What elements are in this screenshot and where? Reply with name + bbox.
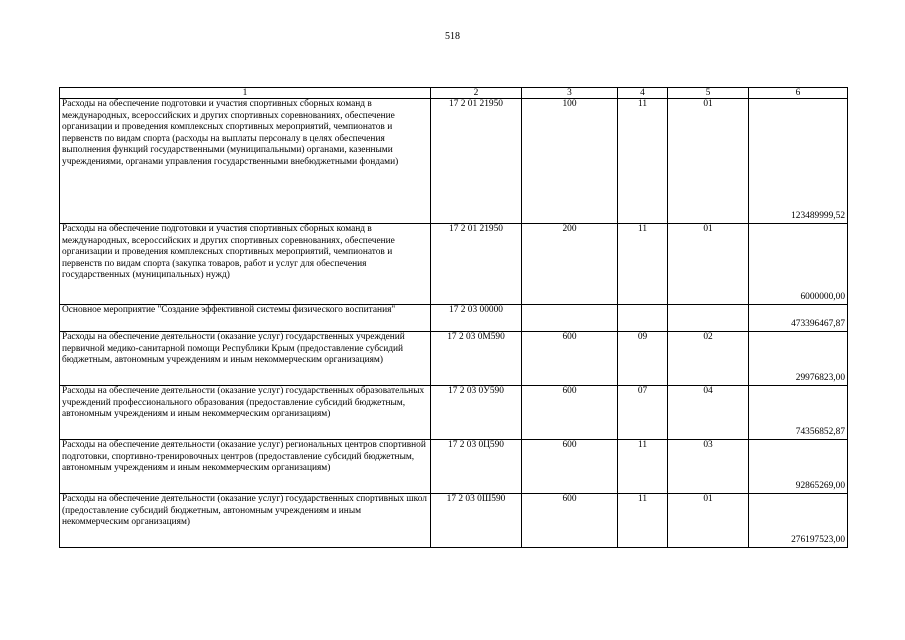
row-section: 11 <box>618 440 668 494</box>
row-description: Расходы на обеспечение подготовки и участия спортивных сборных команд в международных, всероссийских и других спортивных соревнованиях, обеспечение организации и проведения комплексных спортивных мероприятий, чемпионатов и первенств по видам спорта (закупка товаров, работ и услуг для обеспечения государственных (муниципальных) нужд) <box>60 224 431 305</box>
row-amount: 92865269,00 <box>749 440 848 494</box>
row-code: 17 2 03 0Ц590 <box>431 440 522 494</box>
table-row <box>60 494 848 548</box>
table-row <box>60 305 848 332</box>
row-description: Расходы на обеспечение деятельности (оказание услуг) государственных спортивных школ (предоставление субсидий бюджетным, автономным учреждениям и иным некоммерческим организациям) <box>60 494 431 548</box>
row-amount: 29976823,00 <box>749 332 848 386</box>
row-section: 07 <box>618 386 668 440</box>
row-code: 17 2 03 0Ш590 <box>431 494 522 548</box>
table-row <box>60 440 848 494</box>
row-amount: 74356852,87 <box>749 386 848 440</box>
row-code: 17 2 01 21950 <box>431 99 522 224</box>
row-description: Расходы на обеспечение подготовки и участия спортивных сборных команд в международных, всероссийских и других спортивных соревнованиях, обеспечение организации и проведения комплексных спортивных мероприятий, чемпионатов и первенств по видам спорта (расходы на выплаты персоналу в целях обеспечения выполнения функций государственными (муниципальными) органами, казенными учреждениями, органами управления государственными внебюджетными фондами) <box>60 99 431 224</box>
row-code: 17 2 01 21950 <box>431 224 522 305</box>
row-code: 17 2 03 0У590 <box>431 386 522 440</box>
column-header-1: 1 <box>60 88 431 99</box>
row-amount: 276197523,00 <box>749 494 848 548</box>
table-row <box>60 224 848 305</box>
row-amount: 123489999,52 <box>749 99 848 224</box>
row-description: Расходы на обеспечение деятельности (оказание услуг) государственных образовательных учреждений профессионального образования (предоставление субсидий бюджетным, автономным учреждениям и иным некоммерческим организациям) <box>60 386 431 440</box>
row-kind: 600 <box>522 494 618 548</box>
row-description: Основное мероприятие "Создание эффективной системы физического воспитания" <box>60 305 431 332</box>
row-subsection: 01 <box>668 99 749 224</box>
row-kind: 600 <box>522 386 618 440</box>
header-row <box>60 88 848 99</box>
column-header-2: 2 <box>431 88 522 99</box>
row-subsection: 03 <box>668 440 749 494</box>
row-subsection: 01 <box>668 494 749 548</box>
column-header-3: 3 <box>522 88 618 99</box>
row-code: 17 2 03 00000 <box>431 305 522 332</box>
column-header-6: 6 <box>749 88 848 99</box>
row-kind: 600 <box>522 440 618 494</box>
row-kind: 600 <box>522 332 618 386</box>
row-amount: 6000000,00 <box>749 224 848 305</box>
row-description: Расходы на обеспечение деятельности (оказание услуг) региональных центров спортивной подготовки, спортивно-тренировочных центров (предоставление субсидий бюджетным, автономным учреждениям и иным некоммерческим организациям) <box>60 440 431 494</box>
row-subsection: 01 <box>668 224 749 305</box>
page-number: 518 <box>445 31 460 42</box>
row-section: 09 <box>618 332 668 386</box>
row-section <box>618 305 668 332</box>
budget-table <box>59 87 848 548</box>
table-row <box>60 332 848 386</box>
column-header-4: 4 <box>618 88 668 99</box>
row-code: 17 2 03 0М590 <box>431 332 522 386</box>
row-section: 11 <box>618 99 668 224</box>
row-section: 11 <box>618 224 668 305</box>
row-subsection: 04 <box>668 386 749 440</box>
row-amount: 473396467,87 <box>749 305 848 332</box>
row-section: 11 <box>618 494 668 548</box>
row-subsection <box>668 305 749 332</box>
row-kind <box>522 305 618 332</box>
column-header-5: 5 <box>668 88 749 99</box>
row-kind: 200 <box>522 224 618 305</box>
table-row <box>60 386 848 440</box>
row-description: Расходы на обеспечение деятельности (оказание услуг) государственных учреждений первичной медико-санитарной помощи Республики Крым (предоставление субсидий бюджетным, автономным учреждениям и иным некоммерческим организациям) <box>60 332 431 386</box>
row-kind: 100 <box>522 99 618 224</box>
table-row <box>60 99 848 224</box>
row-subsection: 02 <box>668 332 749 386</box>
